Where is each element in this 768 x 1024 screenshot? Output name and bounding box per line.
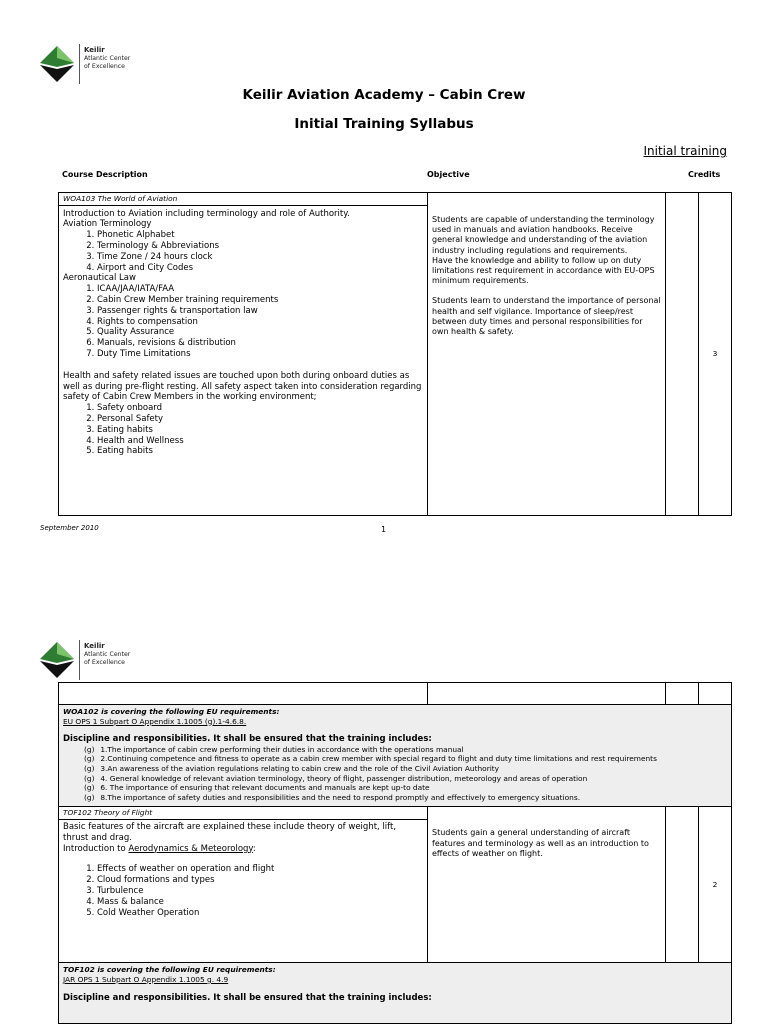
tof102-req-heading: TOF102 is covering the following EU requirements: [63, 965, 276, 975]
list-item: 7. Duty Time Limitations [97, 349, 423, 360]
woa103-objective-cell [428, 193, 666, 516]
woa102-heading: WOA102 is covering the following EU requirements: [63, 707, 280, 716]
woa103-intro: Introduction to Aviation including terminology and role of Authority. [63, 208, 350, 219]
woa103-group-law: Aeronautical Law [63, 273, 136, 284]
tof102-intro: Basic features of the aircraft are explained these include theory of weight, lift, thrust and drag. [63, 821, 397, 843]
header-credits: Credits [688, 170, 721, 179]
list-item: 2. Terminology & Abbreviations [97, 241, 423, 252]
woa103-table [58, 192, 732, 516]
woa102-requirements-cell [59, 705, 732, 807]
woa102-reference: EU OPS 1 Subpart O Appendix 1.1005 (g).1-4.6.8. [63, 716, 247, 726]
woa103-heading: WOA103 The World of Aviation [59, 194, 427, 206]
empty-cell [666, 807, 699, 963]
woa103-objective-2: Have the knowledge and ability to follow up on duty limitations rest requirement in accordance with EU-OPS minimum requirements. [432, 255, 655, 286]
list-item: 1. Safety onboard [97, 403, 423, 414]
list-item: (g) 1.The importance of cabin crew performing their duties in accordance with the operations manual [84, 744, 464, 754]
list-item: 2. Cloud formations and types [97, 875, 423, 886]
woa103-objective-3: Students learn to understand the importance of personal health and self vigilance. Importance of sleep/rest between duty times and personal responsibilities for own health & safety. [432, 296, 661, 337]
list-item: 4. Mass & balance [97, 897, 423, 908]
list-item: 5. Quality Assurance [97, 327, 423, 338]
empty-cell [666, 683, 699, 705]
woa103-health-paragraph: Health and safety related issues are touched upon both during onboard duties as well as during pre-flight resting. All safety aspect taken into consideration regarding safety of Cabin Crew Members in the working environment; [63, 370, 422, 403]
footer-page-number: 1 [381, 525, 387, 534]
woa103-terminology-list [63, 230, 423, 273]
list-item: 1. Effects of weather on operation and flight [97, 864, 423, 875]
tof102-requirements-cell [59, 963, 732, 1024]
keilir-logo-page2 [38, 640, 130, 680]
list-item: 2. Cabin Crew Member training requirements [97, 295, 423, 306]
woa103-group-terminology: Aviation Terminology [63, 219, 152, 230]
tof102-topic-list [63, 864, 423, 918]
footer-date: September 2010 [40, 524, 99, 532]
logo-name: Keilir [84, 642, 105, 650]
list-item: 4. Health and Wellness [97, 436, 423, 447]
page2-table [58, 682, 732, 1024]
keilir-logo-icon [38, 640, 76, 680]
list-item: (g) 4. General knowledge of relevant aviation terminology, theory of flight, passenger distribution, meteorology and areas of operation [84, 773, 588, 783]
tof102-heading: TOF102 Theory of Flight [59, 808, 427, 820]
woa102-requirement-list [63, 745, 727, 803]
list-item: 6. Manuals, revisions & distribution [97, 338, 423, 349]
list-item: 4. Airport and City Codes [97, 263, 423, 274]
initial-training-label: Initial training [643, 144, 727, 158]
list-item: 5. Eating habits [97, 446, 423, 457]
tof102-req-discipline: Discipline and responsibilities. It shall be ensured that the training includes: [63, 992, 432, 1003]
woa103-safety-list [63, 403, 423, 457]
list-item: (g) 2.Continuing competence and fitness to operate as a cabin crew member with special regard to flight and duty time limitations and rest requirements [84, 754, 657, 764]
tof102-description-cell [59, 807, 428, 963]
logo-line1: Atlantic Center [84, 651, 131, 658]
list-item: (g) 8.The importance of safety duties and responsibilities and the need to respond promptly and effectively to emergency situations. [84, 792, 581, 802]
woa103-description-cell [59, 193, 428, 516]
list-item: 2. Personal Safety [97, 414, 423, 425]
logo-line2: of Excellence [84, 63, 125, 70]
woa103-objective-1: Students are capable of understanding the terminology used in manuals and aviation handbooks. Receive general knowledge and understanding of the aviation industry including regulations and requirements. [432, 215, 655, 255]
woa103-law-list [63, 284, 423, 360]
header-objective: Objective [427, 170, 470, 179]
list-item: 3. Time Zone / 24 hours clock [97, 252, 423, 263]
list-item: (g) 6. The importance of ensuring that relevant documents and manuals are kept up-to date [84, 783, 430, 793]
logo-line2: of Excellence [84, 659, 125, 666]
logo-name: Keilir [84, 46, 105, 54]
tof102-objective-cell [428, 807, 666, 963]
woa103-credits: 3 [699, 193, 732, 516]
keilir-logo [38, 44, 130, 84]
tof102-credits: 2 [699, 807, 732, 963]
keilir-logo-icon [38, 44, 76, 84]
tof102-objective: Students gain a general understanding of aircraft features and terminology as well as an introduction to effects of weather on flight. [432, 828, 649, 858]
header-course-description: Course Description [62, 170, 148, 179]
tof102-intro-2: Introduction to Aerodynamics & Meteorology: [63, 843, 256, 854]
document-subtitle: Initial Training Syllabus [294, 116, 474, 132]
tof102-req-reference: JAR OPS 1 Subpart O Appendix 1.1005 g. 4.9 [63, 974, 229, 984]
list-item: 3. Turbulence [97, 886, 423, 897]
list-item: 5. Cold Weather Operation [97, 908, 423, 919]
list-item: 1. ICAA/JAA/IATA/FAA [97, 284, 423, 295]
list-item: 1. Phonetic Alphabet [97, 230, 423, 241]
empty-cell [428, 683, 666, 705]
woa102-discipline: Discipline and responsibilities. It shall be ensured that the training includes: [63, 734, 432, 745]
list-item: 3. Eating habits [97, 425, 423, 436]
empty-cell [59, 683, 428, 705]
list-item: 3. Passenger rights & transportation law [97, 306, 423, 317]
logo-line1: Atlantic Center [84, 55, 131, 62]
list-item: 4. Rights to compensation [97, 317, 423, 328]
empty-cell [699, 683, 732, 705]
woa103-empty-cell [666, 193, 699, 516]
document-title: Keilir Aviation Academy – Cabin Crew [242, 87, 526, 103]
list-item: (g) 3.An awareness of the aviation regulations relating to cabin crew and the role of the Civil Aviation Authority [84, 763, 500, 773]
